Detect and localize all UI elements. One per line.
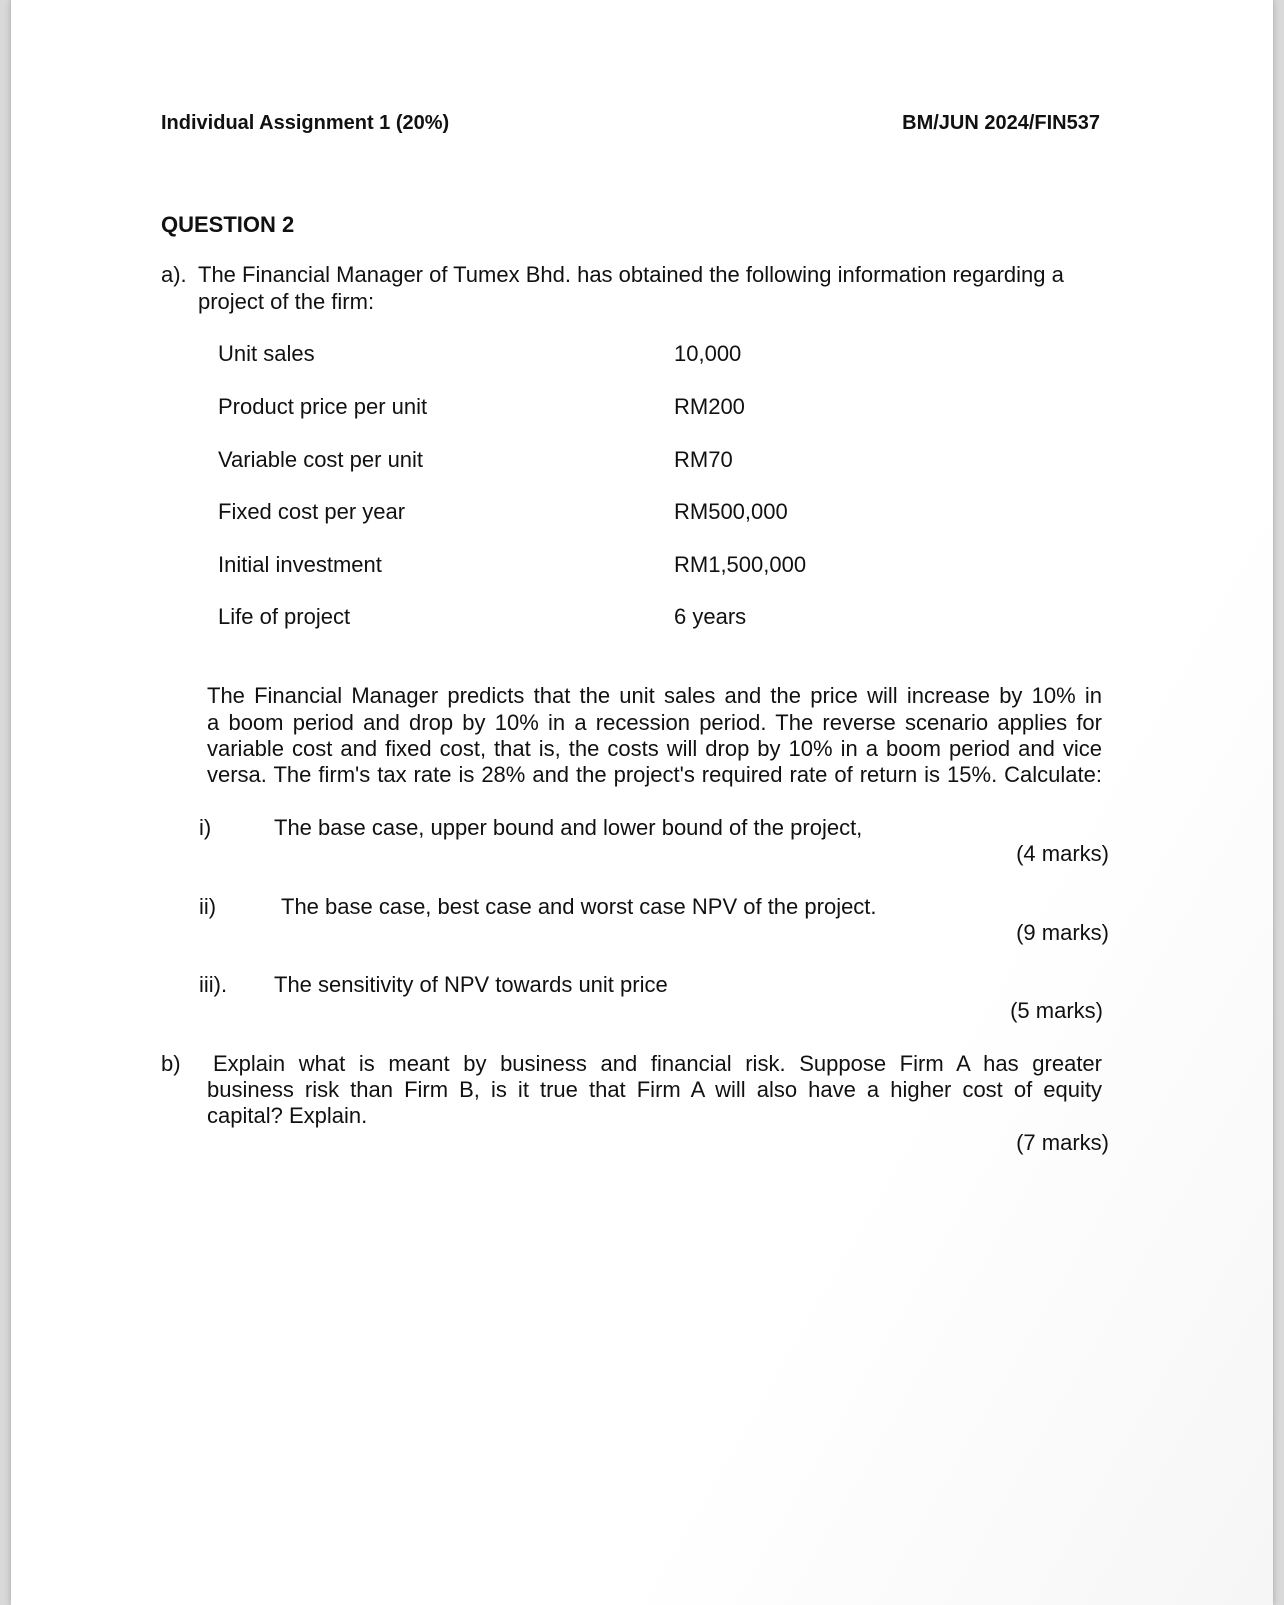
part-a-label: a). [161, 262, 187, 287]
part-a-intro-line2: project of the firm: [198, 289, 375, 314]
project-data-row [218, 394, 918, 424]
subquestion-number: ii) [199, 894, 217, 919]
project-data-row [218, 447, 918, 477]
scenario-line: The Financial Manager predicts that the unit sales and the price will increase by 10% in [207, 683, 1102, 708]
row-label: Product price per unit [218, 394, 428, 419]
row-value: 6 years [674, 604, 747, 629]
subquestion-text: The base case, best case and worst case NPV of the project. [281, 894, 877, 919]
row-label: Unit sales [218, 341, 315, 366]
row-value: RM500,000 [674, 499, 788, 524]
marks-label: (7 marks) [1016, 1130, 1109, 1155]
row-label: Life of project [218, 604, 351, 629]
row-value: 10,000 [674, 341, 742, 366]
project-data-row [218, 341, 918, 371]
scenario-line: versa. The firm's tax rate is 28% and the project's required rate of return is 15%. Calculate: [207, 762, 1102, 787]
project-data-row [218, 604, 918, 634]
subquestion-number: iii). [199, 972, 228, 997]
project-data-row [218, 552, 918, 582]
row-value: RM70 [674, 447, 733, 472]
part-b-label: b) [161, 1051, 181, 1076]
assignment-title: Individual Assignment 1 (20%) [161, 112, 450, 134]
row-value: RM200 [674, 394, 745, 419]
row-label: Initial investment [218, 552, 382, 577]
scenario-line: a boom period and drop by 10% in a recession period. The reverse scenario applies for [207, 710, 1102, 735]
subquestion-number: i) [199, 815, 212, 840]
part-b-line: Explain what is meant by business and financial risk. Suppose Firm A has greater [213, 1051, 1102, 1076]
marks-label: (4 marks) [1016, 841, 1109, 866]
row-label: Variable cost per unit [218, 447, 424, 472]
project-data-row [218, 499, 918, 529]
document-page [11, 0, 1273, 1605]
course-code: BM/JUN 2024/FIN537 [902, 112, 1100, 134]
part-b-line: capital? Explain. [207, 1103, 368, 1128]
row-value: RM1,500,000 [674, 552, 807, 577]
scenario-line: variable cost and fixed cost, that is, the costs will drop by 10% in a boom period and vice [207, 736, 1102, 761]
marks-label: (9 marks) [1016, 920, 1109, 945]
subquestion-text: The base case, upper bound and lower bound of the project, [274, 815, 863, 840]
row-label: Fixed cost per year [218, 499, 406, 524]
part-b-line: business risk than Firm B, is it true that Firm A will also have a higher cost of equity [207, 1077, 1102, 1102]
question-title: QUESTION 2 [161, 212, 295, 237]
subquestion-text: The sensitivity of NPV towards unit price [274, 972, 668, 997]
part-a-intro-line1: The Financial Manager of Tumex Bhd. has obtained the following information regarding a [198, 262, 1064, 287]
marks-label: (5 marks) [1010, 998, 1103, 1023]
